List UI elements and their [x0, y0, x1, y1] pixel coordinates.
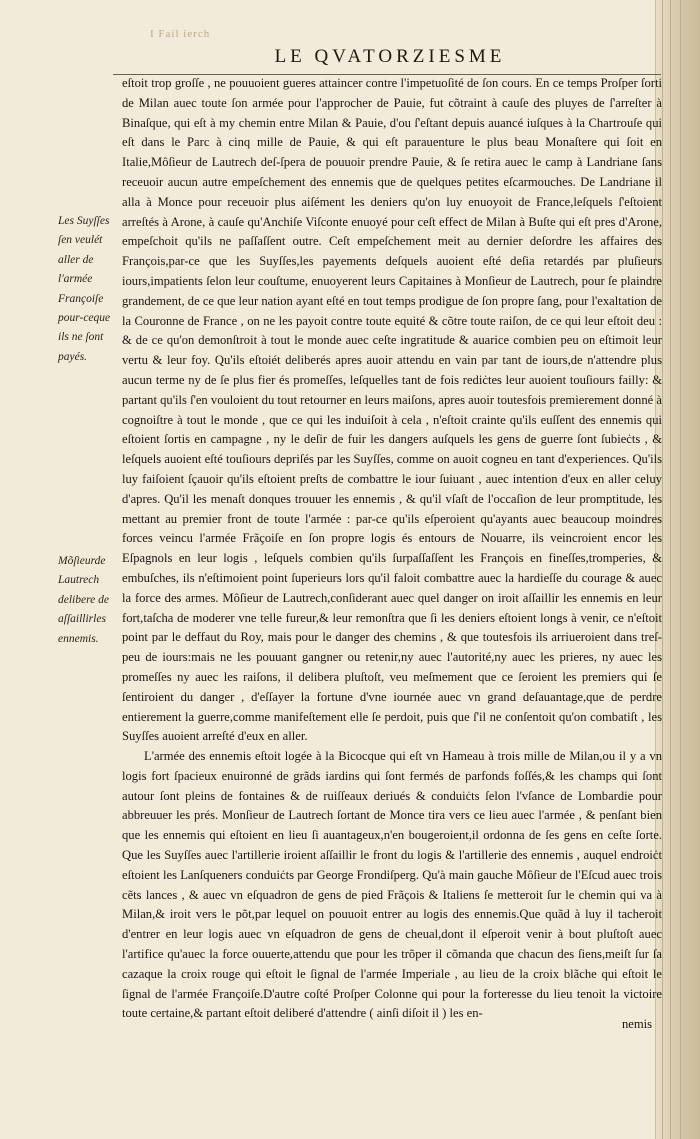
- margin-note-line: Les Suyſſes: [58, 215, 110, 227]
- margin-note-line: delibere de: [58, 593, 109, 606]
- body-text: [122, 74, 662, 1024]
- page-edge-line: [680, 0, 681, 1139]
- body-paragraph: eſtoit trop groſſe , ne pouuoient gueres attaincer contre l'impetuoſité de ſon cours. En ce temps Proſper ſorti de Milan auec toute ſon armée pour l'approcher de Pauie, fut cõtraint à cauſe des pluyes de ſ'arreſter à Binaſque, qui eſt à my chemin entre Milan & Pauie, d'ou ſ'eſtant depuis auancé iuſques à la Chartrouſe qui eſt dans le Parc à cinq mille de Pauie, & qui eſt parauenture le plus beau Monaſtere qui ſoit en Italie,Môſieur de Lautrech deſ-ſpera de pouuoir prendre Pauie, & ſe retira auec le camp à Landriane ſans receuoir aucun autre empeſchement des ennemis que de quelques petites eſcarmouches. De Landriane il alla à Monce pour receuoir plus aiſément les deniers qu'on luy enuoyoit de France,leſquels ſ'eſtoient arreſtés à Arone, à cauſe qu'Anchiſe Viſconte enuoyé pour ceſt effect de Milan à Buſte qui eſt pres d'Arone, empeſchoit qu'ils ne paſſaſſent outre. Ceſt empeſchement meit au dernier deſordre les affaires des François,par-ce que les Suyſſes,les payements deſquels auoient eſté deſia retardés par pluſieurs iours,impatients ſelon leur couſtume, enuoyerent leurs Capitaines à Monſieur de Lautrech, pour ſe plaindre grandement, de ce que leur nation ayant eſté en tout temps prodigue de ſon propre ſang, pour l'exaltation de la Couronne de France , on ne les payoit contre toute equité & cõtre toute raiſon, de ce qui leur eſtoit deu : & de ce qu'on demonſtroit à tout le monde auec ceſte ingratitude & auarice combien peu on eſtimoit leur vertu & leur foy. Qu'ils eſtoiét deliberés apres auoir attendu en vain par tant de iours,de n'attendre plus aucun terme ny de ſe plus fier és promeſſes, leſquelles tant de fois rediċtes leur auoient touſiours failly: & partant qu'ils ſ'en vouloient du tout retourner en leurs maiſons, apres auoir toutesfois premierement donné à cognoiſtre à tout le monde , que ce qui les induiſoit à cela , n'eſtoit crainte qu'ils euſſent des ennemis qui eſtoient ſortis en campagne , ny le deſir de fuir les dangers auſquels les gens de guerre ſont ſubieċts , & leſquels auoient eſté touſiours depriſés par les Suyſſes, comme on auoit cogneu en tant d'experiences. Qu'ils luy faiſoient ſçauoir qu'ils eſtoient preſts de combattre le iour ſuiuant , auec intention d'eux en aller celuy d'apres. Qu'il les menaſt donques trouuer les ennemis , & qu'il vſaſt de l'occaſion de leur promptitude, les mettant au premier front de toute l'armée : par-ce qu'ils eſperoient qu'ayants auec beaucoup moindres forces veincu l'armée Frãçoiſe en ſon propre logis és entours de Nouarre, ils veincroient encor les Eſpagnols en leur logis , leſquels combien qu'ils ſurpaſſaſſent les François en fineſſes,tromperies, & embuſches, ils n'eſtimoient point ſuperieurs lors qu'il faloit combattre auec la hardieſſe du courage & auec la force des armes. Môſieur de Lautrech,conſiderant auec quel danger on iroit aſſaillir les ennemis en leur fort,taſcha de moderer vne telle fureur,& leur remonſtra que ſi les deniers eſtoient longs à venir, ce n'eſtoit point par le deffaut du Roy, mais pour le danger des chemins , & que toutesfois ils arriueroient dans treſ-peu de iours:mais ne les pouuant gangner ou retenir,ny auec l'autorité,ny auec les prieres, ny auec les promeſſes ny auec les raiſons, il delibera pluſtoſt, veu meſmement que ce ſeroient les premiers qui ſe ſentiroient du danger , d'eſſayer la fortune d'vne iournée auec vn grand deſauantage,que de perdre entierement la guerre,comme manifeſtement elle ſe perdoit, puis que ſ'il ne conſentoit qu'on combatiſt , les Suyſſes auoient arreſté d'eux en aller.: [122, 76, 662, 744]
- margin-note-line: Françoiſe: [58, 292, 104, 305]
- margin-note-line: ils ne ſont: [58, 331, 104, 344]
- margin-note-line: Mõſieurde: [58, 555, 106, 567]
- margin-note-line: pour-ceque: [58, 312, 111, 325]
- margin-note-lautrech: [58, 552, 118, 649]
- margin-note-line: aller de: [58, 253, 94, 266]
- margin-note-line: payés.: [58, 350, 88, 363]
- margin-note-suisses: [58, 212, 118, 367]
- margin-note-line: Lautrech: [58, 574, 100, 587]
- margin-note-line: ſen veulét: [58, 234, 103, 247]
- page-edge-line: [662, 0, 663, 1139]
- catchword: nemis: [622, 1017, 653, 1031]
- margin-note-line: aſſaillirles: [58, 613, 106, 626]
- running-title: LE QVATORZIESME: [274, 46, 506, 67]
- margin-note-line: l'armée: [58, 273, 93, 286]
- body-paragraph: L'armée des ennemis eſtoit logée à la Bicocque qui eſt vn Hameau à trois mille de Milan,ou il y a vn logis fort ſpacieux enuironné de grãds iardins qui ſont fermés de parfonds foſſés,& les champs qui ſont autour ſont pleins de fontaines & de ruiſſeaux deriués & conduiċts ſelon l'vſance de Lombardie pour abbreuuer les prés. Monſieur de Lautrech ſortant de Monce tira vers ce lieu auec l'armée , & penſant bien que les ennemis qui eſtoient en lieu ſi auantageux,n'en bougeroient,il ordonna de ſes gens en ceſte ſorte. Que les Suyſſes auec l'artillerie iroient aſſaillir le front du logis & l'artillerie des ennemis , auquel endroiċt eſtoient les Lanſqueners conduiċts par George Frondiſperg. Qu'à main gauche Môſieur de l'Eſcud auec trois cẽts lances , & auec vn eſquadron de gens de pied Frãçois & Italiens ſe metteroit ſur le chemin qui va à Milan,& iroit vers le põt,par lequel on pouuoit entrer au logis des ennemis.Que quãd à luy il tacheroit d'entrer en leur logis auec vn eſquadron de gens de cheual,dont il eſperoit venir à bout pluſtoſt auec l'artifice qu'auec la force ouuerte,attendu que pour les trõper il cõmanda que chacun des ſiens,meiſt ſur ſa cazaque la croix rouge qui eſtoit le ſignal de l'armée Imperiale , au lieu de la croix blãche qui eſtoit le ſignal de l'armée Françoiſe.D'autre coſté Proſper Colonne qui pour la forteresse du lieu tenoit la victoire toute certaine,& partant eſtoit deliberé d'attendre ( ainſi diſoit il ) les en-: [122, 749, 662, 1021]
- margin-note-line: ennemis.: [58, 632, 99, 645]
- bleed-through-text: I Fail ierch: [150, 28, 211, 40]
- page-edge-line: [670, 0, 671, 1139]
